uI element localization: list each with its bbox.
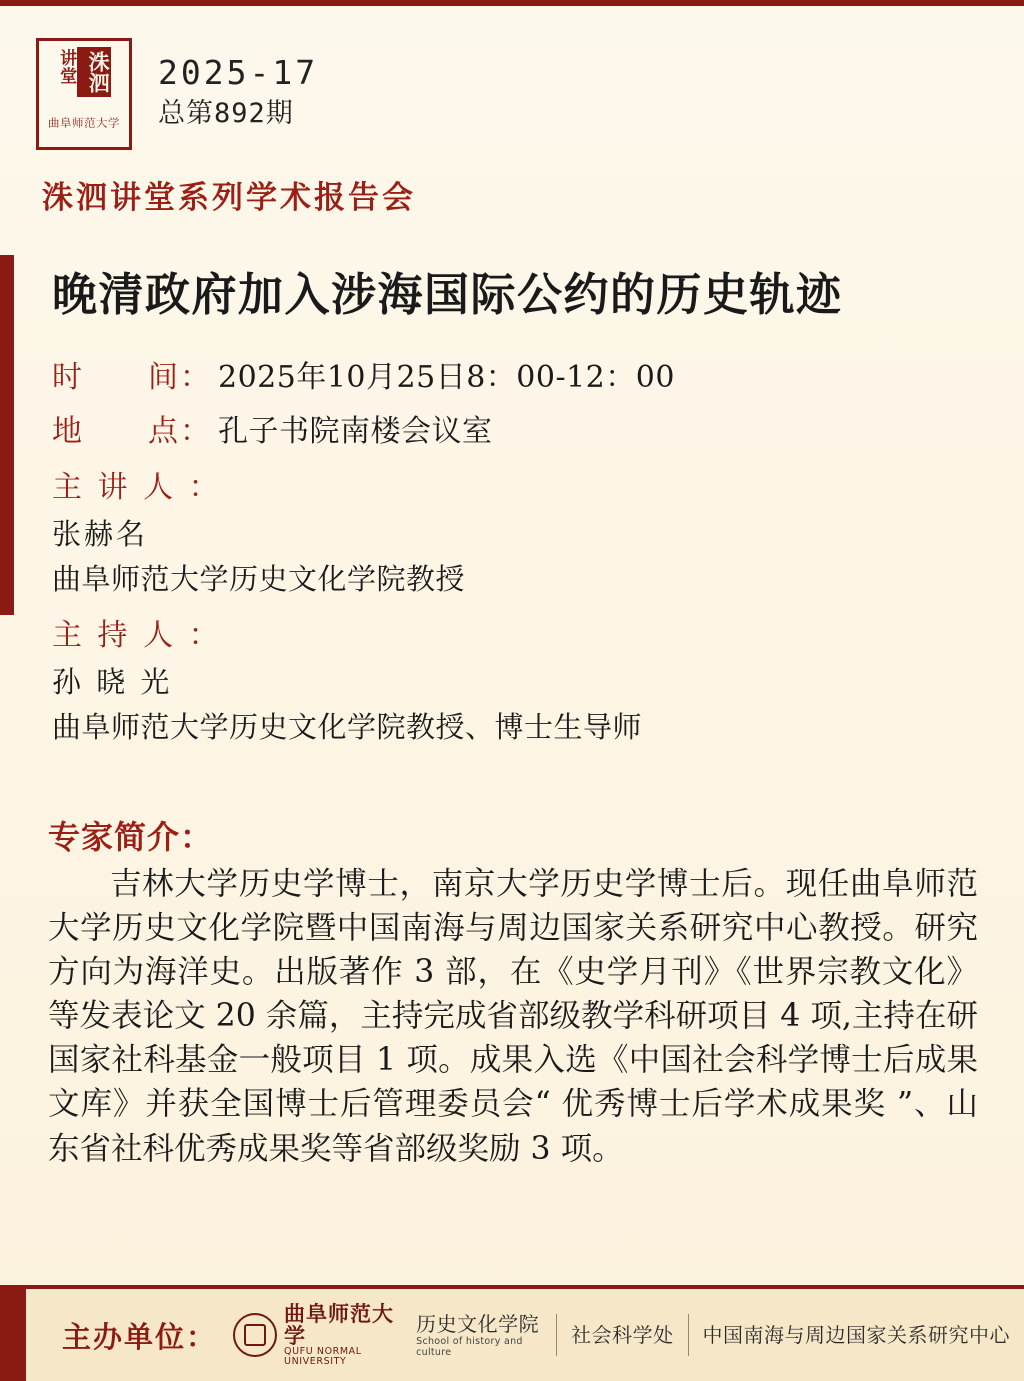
place-label: 地 点：	[52, 414, 212, 449]
organizer-unit-3	[689, 1323, 1024, 1347]
university-logo-text	[284, 1300, 402, 1368]
university-logo	[233, 1300, 402, 1368]
info-block	[52, 352, 1000, 746]
footer-accent-bar	[0, 1289, 26, 1381]
seal-small-text: 讲堂	[56, 49, 77, 85]
host-label: 主 持 人 ：	[52, 618, 222, 653]
bio-text: 吉林大学历史学博士，南京大学历史学博士后。现任曲阜师范大学历史文化学院暨中国南海与周边国家关系研究中心教授。研究方向为海洋史。出版著作 3 部，在《史学月刊》《世界宗教文化》等发表论文 20 余篇，主持完成省部级教学科研项目 4 项,主持在研国家社科基金一般项目 1 项。成果入选《中国社会科学博士后成果文库》并获全国博士后管理委员会“ 优秀博士后学术成果奖 ”、山东省社科优秀成果奖等省部级奖励 3 项。	[48, 866, 978, 1167]
seal-university-text: 曲阜师范大学	[48, 116, 120, 130]
speaker-name: 张赫名	[52, 517, 149, 551]
university-name-cn: 曲阜师范大学	[284, 1300, 395, 1349]
lecture-seal-logo	[36, 38, 132, 150]
organizer-unit-1-name: 历史文化学院	[416, 1311, 540, 1336]
speaker-label: 主 讲 人 ：	[52, 470, 222, 505]
host-name: 孙 晓 光	[52, 665, 173, 699]
bio-heading: 专家简介：	[48, 818, 214, 856]
seal-big-text: 洙泗	[77, 47, 111, 97]
issue-block	[158, 38, 318, 131]
organizer-label: 主办单位：	[62, 1319, 218, 1354]
place-row	[52, 406, 1000, 450]
host-title: 曲阜师范大学历史文化学院教授、博士生导师	[52, 710, 643, 744]
organizer-unit-2-name: 社会科学处	[571, 1323, 674, 1347]
organizer-unit-2	[557, 1323, 688, 1347]
organizer-unit-1	[402, 1312, 556, 1359]
issue-number: 2025-17	[158, 53, 319, 92]
page-title: 晚清政府加入涉海国际公约的历史轨迹	[52, 268, 843, 321]
organizer-unit-3-name: 中国南海与周边国家关系研究中心	[702, 1323, 1011, 1347]
top-accent-bar	[0, 0, 1024, 6]
series-subtitle: 洙泗讲堂系列学术报告会	[42, 180, 416, 216]
place-value: 孔子书院南楼会议室	[218, 414, 493, 449]
university-name-en: QUFU NORMAL UNIVERSITY	[284, 1346, 362, 1368]
seal-inner	[57, 47, 111, 113]
university-emblem-icon	[233, 1313, 277, 1357]
speaker-title: 曲阜师范大学历史文化学院教授	[52, 562, 466, 596]
time-label: 时 间：	[52, 360, 212, 395]
time-value: 2025年10月25日8：00-12：00	[218, 360, 675, 395]
issue-total: 总第892期	[158, 97, 294, 129]
poster-footer	[0, 1285, 1024, 1381]
organizer-unit-1-sub: School of history and culture	[416, 1335, 523, 1358]
poster-header	[36, 38, 318, 150]
time-row	[52, 352, 1000, 396]
left-accent-bar	[0, 255, 14, 615]
